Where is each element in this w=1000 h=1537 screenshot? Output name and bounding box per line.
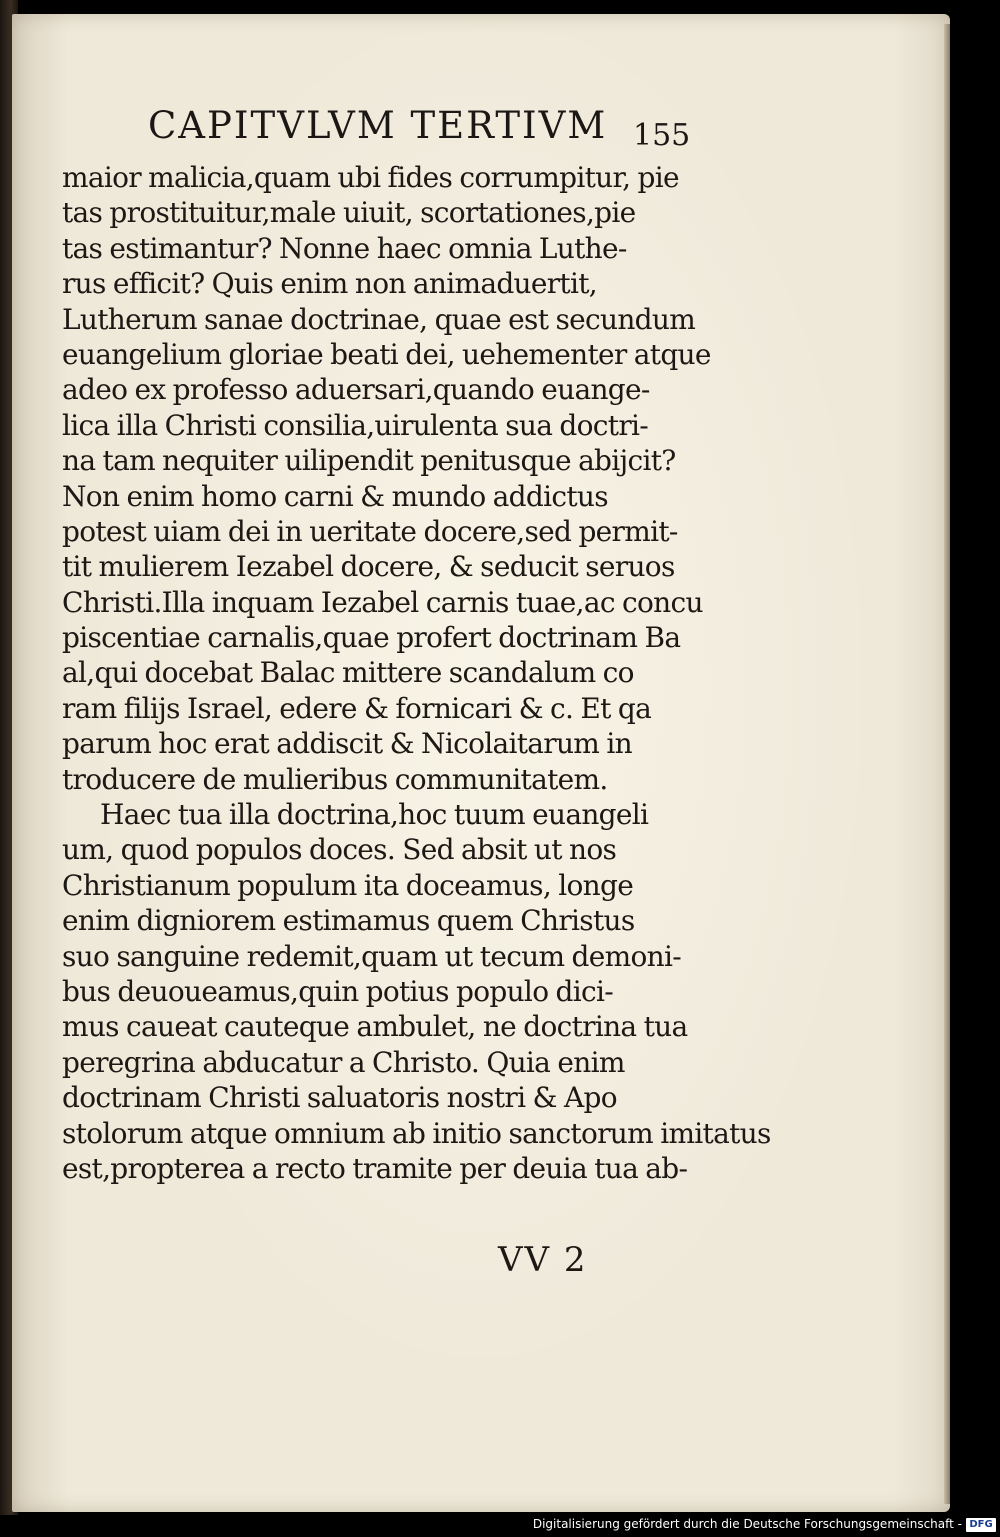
digitization-credit: Digitalisierung gefördert durch die Deutsche Forschungsgemeinschaft - — [532, 1517, 962, 1531]
text-line: mus caueat cauteque ambulet, ne doctrina tua — [62, 1010, 688, 1044]
text-line: maior malicia,quam ubi fides corrumpitur, pie — [62, 161, 679, 194]
text-line: bus deuoueamus,quin potius populo dici- — [62, 974, 614, 1008]
text-line: ram filijs Israel, edere & fornicari & c. Et qa — [62, 691, 652, 725]
folio-number: 155 — [633, 118, 691, 153]
footer-bar — [0, 1515, 1000, 1537]
page-fore-edge — [944, 24, 950, 1504]
text-line: um, quod populos doces. Sed absit ut nos — [62, 833, 617, 867]
text-line: doctrinam Christi saluatoris nostri & Apo — [62, 1081, 617, 1115]
text-line: potest uiam dei in ueritate docere,sed permit- — [62, 514, 678, 548]
text-line: Non enim homo carni & mundo addictus — [62, 479, 608, 513]
text-line: Haec tua illa doctrina,hoc tuum euangeli — [100, 798, 649, 832]
text-line: est,propterea a recto tramite per deuia tua ab- — [62, 1151, 688, 1185]
text-line: stolorum atque omnium ab initio sanctorum imitatus — [62, 1116, 771, 1150]
text-line: troducere de mulieribus communitatem. — [62, 762, 608, 796]
text-line: enim digniorem estimamus quem Christus — [62, 904, 635, 938]
page-header — [148, 104, 708, 156]
text-line: piscentiae carnalis,quae profert doctrinam Ba — [62, 621, 681, 655]
text-line: na tam nequiter uilipendit penitusque abijcit? — [62, 444, 676, 478]
signature-mark: VV 2 — [498, 1240, 588, 1280]
text-line: peregrina abducatur a Christo. Quia enim — [62, 1045, 625, 1079]
text-line: rus efficit? Quis enim non animaduertit, — [62, 267, 597, 301]
text-line: Christianum populum ita doceamus, longe — [62, 868, 634, 902]
text-line: tit mulierem Iezabel docere, & seducit seruos — [62, 550, 675, 584]
text-line: Lutherum sanae doctrinae, quae est secundum — [62, 302, 696, 336]
text-line: tas prostituitur,male uiuit, scortationes,pie — [62, 196, 636, 230]
text-line: adeo ex professo aduersari,quando euange- — [62, 373, 650, 407]
dfg-logo: DFG — [966, 1518, 996, 1532]
body-text — [62, 160, 771, 1186]
text-line: lica illa Christi consilia,uirulenta sua doctri- — [62, 408, 649, 442]
text-line: suo sanguine redemit,quam ut tecum demoni- — [62, 939, 682, 973]
text-line: Christi.Illa inquam Iezabel carnis tuae,ac concu — [62, 585, 703, 619]
text-line: parum hoc erat addiscit & Nicolaitarum in — [62, 727, 632, 761]
text-line: euangelium gloriae beati dei, uehementer atque — [62, 337, 711, 371]
text-line: tas estimantur? Nonne haec omnia Luthe- — [62, 231, 627, 265]
text-line: al,qui docebat Balac mittere scandalum co — [62, 656, 634, 690]
running-title: CAPITVLVM TERTIVM — [148, 104, 608, 147]
